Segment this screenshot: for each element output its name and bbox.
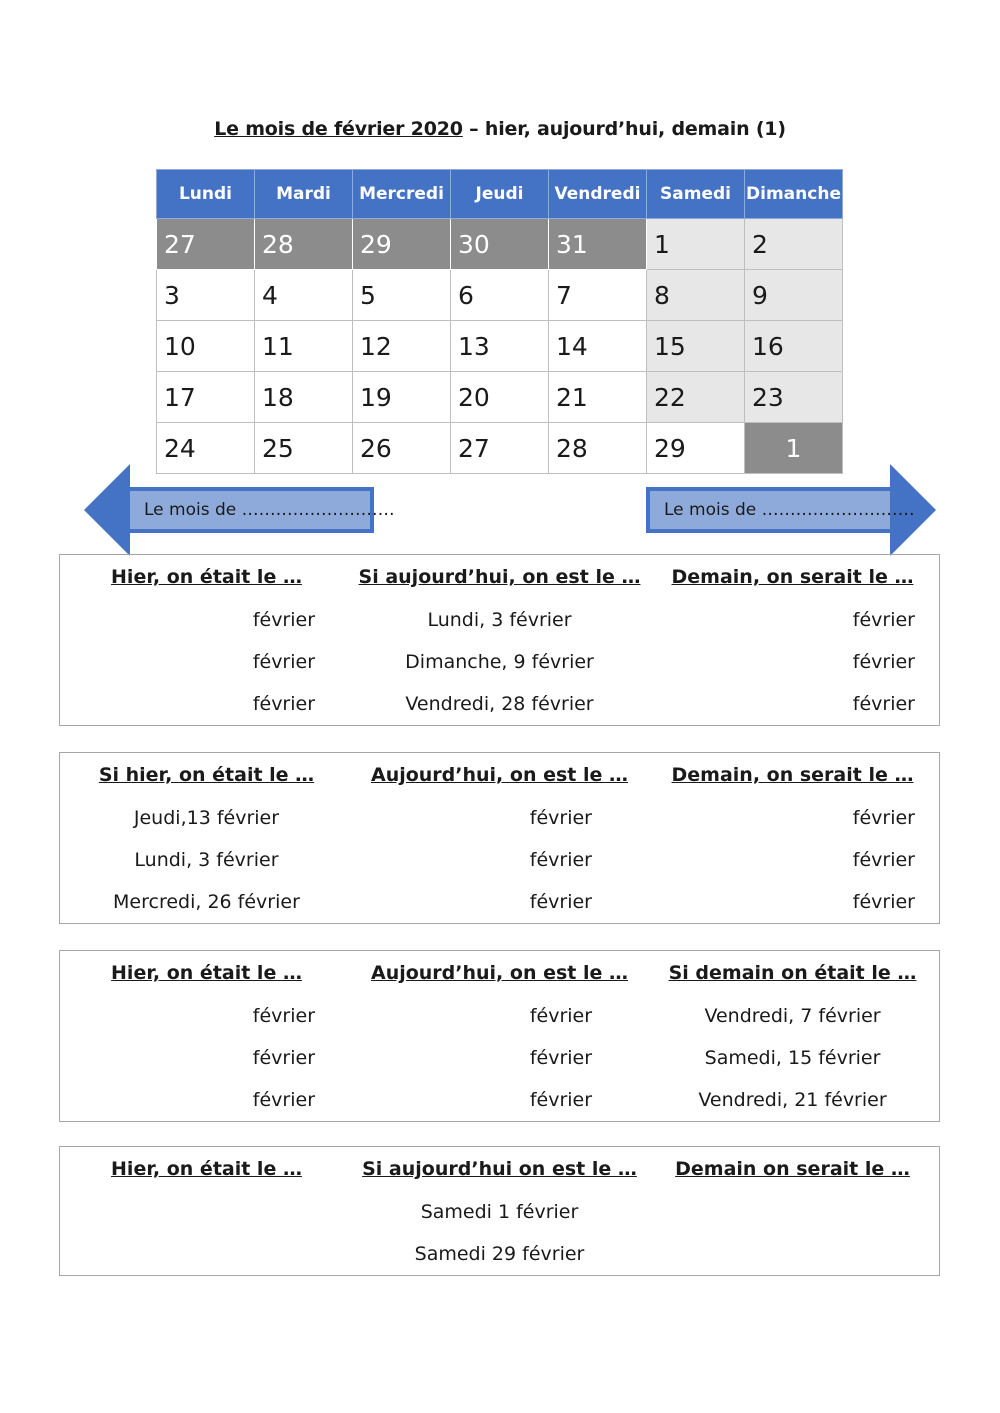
given-date: Vendredi, 28 février — [405, 693, 594, 715]
answer-cell[interactable]: février — [252, 1047, 316, 1069]
previous-month-label: Le mois de ……………………… — [144, 500, 395, 520]
calendar-day: 25 — [255, 423, 353, 474]
weekday-samedi: Samedi — [647, 170, 745, 219]
calendar-day: 18 — [255, 372, 353, 423]
answer-cell[interactable]: février — [252, 1005, 316, 1027]
exercise-header-row — [60, 753, 939, 797]
calendar-week — [157, 219, 843, 270]
calendar-day-weekend: 2 — [745, 219, 843, 270]
exercise-row — [60, 683, 939, 725]
weekday-mardi: Mardi — [255, 170, 353, 219]
answer-cell[interactable]: février — [252, 609, 316, 631]
answer-cell[interactable]: février — [852, 693, 915, 715]
answer-cell[interactable]: février — [529, 1089, 593, 1111]
calendar-day: 21 — [549, 372, 647, 423]
answer-cell[interactable]: février — [852, 609, 915, 631]
exercise-box-1 — [59, 554, 940, 726]
calendar-week — [157, 372, 843, 423]
given-date: Vendredi, 7 février — [704, 1005, 881, 1027]
given-date: Samedi 1 février — [420, 1201, 579, 1223]
calendar-day: 27 — [451, 423, 549, 474]
column-header: Si aujourd’hui on est le … — [362, 1158, 637, 1180]
given-date: Dimanche, 9 février — [405, 651, 594, 673]
weekday-lundi: Lundi — [157, 170, 255, 219]
calendar-day: 20 — [451, 372, 549, 423]
answer-cell[interactable]: février — [252, 1089, 316, 1111]
given-date: Lundi, 3 février — [134, 849, 279, 871]
column-header: Hier, on était le … — [111, 962, 302, 984]
exercise-box-2 — [59, 752, 940, 924]
column-header: Si aujourd’hui, on est le … — [358, 566, 641, 588]
exercise-row — [60, 1191, 939, 1233]
column-header: Demain, on serait le … — [671, 566, 914, 588]
calendar-day-weekend: 16 — [745, 321, 843, 372]
exercise-row — [60, 599, 939, 641]
exercise-box-4 — [59, 1146, 940, 1276]
answer-cell[interactable]: février — [852, 807, 915, 829]
title-month: Le mois de février 2020 — [214, 118, 463, 140]
calendar-day-weekend: 23 — [745, 372, 843, 423]
answer-cell[interactable]: février — [529, 1047, 593, 1069]
weekday-jeudi: Jeudi — [451, 170, 549, 219]
weekday-vendredi: Vendredi — [549, 170, 647, 219]
calendar-day-previous-month: 27 — [157, 219, 255, 270]
exercise-header-row — [60, 555, 939, 599]
calendar-day: 3 — [157, 270, 255, 321]
calendar-day-weekend: 22 — [647, 372, 745, 423]
calendar-day: 26 — [353, 423, 451, 474]
calendar-day: 7 — [549, 270, 647, 321]
answer-cell[interactable]: février — [529, 849, 592, 871]
given-date: Samedi, 15 février — [704, 1047, 881, 1069]
exercise-box-3 — [59, 950, 940, 1122]
calendar-day: 14 — [549, 321, 647, 372]
calendar-day: 4 — [255, 270, 353, 321]
column-header: Hier, on était le … — [111, 1158, 302, 1180]
title-subtitle: – hier, aujourd’hui, demain (1) — [462, 118, 786, 140]
answer-cell[interactable]: février — [529, 1005, 593, 1027]
answer-cell[interactable]: février — [529, 891, 592, 913]
calendar-day: 17 — [157, 372, 255, 423]
given-date: Lundi, 3 février — [427, 609, 572, 631]
answer-cell[interactable]: février — [252, 651, 316, 673]
calendar-day-previous-month: 31 — [549, 219, 647, 270]
calendar-day-previous-month: 29 — [353, 219, 451, 270]
calendar-day-weekend: 8 — [647, 270, 745, 321]
exercise-row — [60, 1233, 939, 1275]
calendar-day: 19 — [353, 372, 451, 423]
exercise-header-row — [60, 1147, 939, 1191]
column-header: Hier, on était le … — [111, 566, 302, 588]
given-date: Mercredi, 26 février — [113, 891, 300, 913]
given-date: Samedi 29 février — [414, 1243, 585, 1265]
exercise-row — [60, 995, 939, 1037]
calendar-day-previous-month: 30 — [451, 219, 549, 270]
calendar-day-weekend: 15 — [647, 321, 745, 372]
calendar-day: 11 — [255, 321, 353, 372]
answer-cell[interactable]: février — [529, 807, 592, 829]
calendar-week — [157, 270, 843, 321]
weekday-dimanche: Dimanche — [745, 170, 843, 219]
exercise-row — [60, 797, 939, 839]
exercise-row — [60, 641, 939, 683]
column-header: Aujourd’hui, on est le … — [370, 764, 628, 786]
calendar-day: 6 — [451, 270, 549, 321]
given-date: Vendredi, 21 février — [698, 1089, 887, 1111]
column-header: Demain, on serait le … — [671, 764, 914, 786]
calendar-week — [157, 321, 843, 372]
exercise-row — [60, 1079, 939, 1121]
exercise-header-row — [60, 951, 939, 995]
calendar-day: 10 — [157, 321, 255, 372]
next-month-label: Le mois de ……………………… — [664, 500, 915, 520]
answer-cell[interactable]: février — [852, 849, 915, 871]
column-header: Si demain on était le … — [668, 962, 917, 984]
given-date: Jeudi,13 février — [133, 807, 280, 829]
column-header: Aujourd’hui, on est le … — [370, 962, 628, 984]
previous-month-arrow — [84, 464, 395, 556]
calendar-february-2020 — [156, 169, 843, 474]
calendar-day: 28 — [549, 423, 647, 474]
exercise-row — [60, 881, 939, 923]
calendar-day: 5 — [353, 270, 451, 321]
column-header: Si hier, on était le … — [98, 764, 315, 786]
calendar-day: 29 — [647, 423, 745, 474]
calendar-day: 12 — [353, 321, 451, 372]
weekday-mercredi: Mercredi — [353, 170, 451, 219]
calendar-header-row — [157, 170, 843, 219]
answer-cell[interactable]: février — [852, 891, 915, 913]
calendar-day-next-month: 1 — [745, 423, 843, 474]
exercise-row — [60, 839, 939, 881]
calendar-day-weekend: 9 — [745, 270, 843, 321]
exercise-row — [60, 1037, 939, 1079]
calendar-day-previous-month: 28 — [255, 219, 353, 270]
answer-cell[interactable]: février — [852, 651, 915, 673]
answer-cell[interactable]: février — [252, 693, 316, 715]
next-month-arrow — [646, 464, 936, 556]
calendar-day: 13 — [451, 321, 549, 372]
column-header: Demain on serait le … — [675, 1158, 910, 1180]
page-title — [0, 118, 1000, 140]
calendar-day: 24 — [157, 423, 255, 474]
calendar-day-weekend: 1 — [647, 219, 745, 270]
